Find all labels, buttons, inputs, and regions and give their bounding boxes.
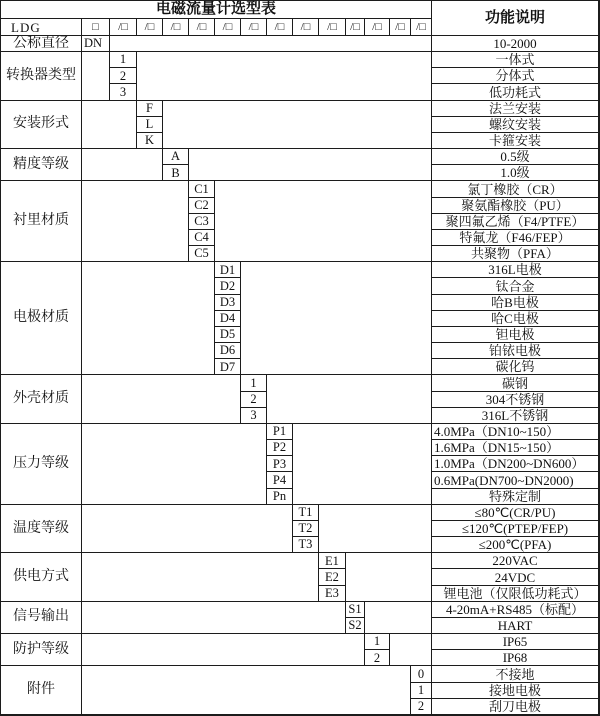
code-cell: 1 xyxy=(411,683,432,699)
desc-cell: 0.5级 xyxy=(432,149,599,165)
code-cell: T2 xyxy=(293,521,319,537)
desc-cell: 铂铱电极 xyxy=(432,343,599,359)
desc-cell: 316L电极 xyxy=(432,262,599,278)
model-digit-slot: /□ xyxy=(293,19,319,36)
desc-cell: 分体式 xyxy=(432,68,599,84)
desc-cell: 10-2000 xyxy=(432,36,599,52)
code-cell: E2 xyxy=(319,569,346,585)
filler-left xyxy=(82,101,137,150)
desc-cell: 220VAC xyxy=(432,553,599,569)
desc-cell: 接地电极 xyxy=(432,683,599,699)
filler-right xyxy=(137,52,432,101)
code-cell: 3 xyxy=(241,408,267,424)
filler-left xyxy=(82,424,267,505)
desc-cell: 304不锈钢 xyxy=(432,392,599,408)
filler-right xyxy=(215,181,432,262)
filler-right xyxy=(319,505,432,554)
code-cell: D6 xyxy=(215,343,241,359)
desc-cell: 1.0MPa（DN200~DN600） xyxy=(432,456,599,472)
code-cell: 1 xyxy=(241,375,267,391)
desc-cell: 1.0级 xyxy=(432,165,599,181)
code-cell: T1 xyxy=(293,505,319,521)
code-cell: 1 xyxy=(365,634,390,650)
filler-right xyxy=(267,375,432,424)
code-cell: E1 xyxy=(319,553,346,569)
code-cell: F xyxy=(137,101,163,117)
filler-left xyxy=(82,666,411,715)
code-cell: P3 xyxy=(267,456,293,472)
code-cell: A xyxy=(163,149,189,165)
group-label: 信号输出 xyxy=(1,602,82,634)
group-label: 防护等级 xyxy=(1,634,82,666)
code-cell: D2 xyxy=(215,278,241,294)
group-label: 压力等级 xyxy=(1,424,82,505)
desc-cell: 氯丁橡胶（CR） xyxy=(432,181,599,197)
desc-cell: HART xyxy=(432,618,599,634)
desc-cell: 24VDC xyxy=(432,569,599,585)
desc-cell: 1.6MPa（DN15~150） xyxy=(432,440,599,456)
model-digit-slot: /□ xyxy=(390,19,411,36)
group-label: 公称直径 xyxy=(1,36,82,52)
desc-cell: 聚四氟乙烯（F4/PTFE） xyxy=(432,214,599,230)
code-cell: K xyxy=(137,133,163,149)
model-prefix-label: LDG xyxy=(1,19,82,36)
code-cell: 0 xyxy=(411,666,432,682)
filler-right xyxy=(241,262,432,375)
desc-cell: 卡箍安装 xyxy=(432,133,599,149)
filler-left xyxy=(82,553,319,602)
code-cell: D3 xyxy=(215,295,241,311)
filler-left xyxy=(82,181,189,262)
filler-left xyxy=(82,602,346,634)
desc-cell: 钛合金 xyxy=(432,278,599,294)
desc-cell: IP68 xyxy=(432,650,599,666)
model-digit-slot: /□ xyxy=(110,19,137,36)
desc-cell: 刮刀电极 xyxy=(432,699,599,715)
desc-cell: 碳钢 xyxy=(432,375,599,391)
desc-cell: 法兰安装 xyxy=(432,101,599,117)
code-cell: P2 xyxy=(267,440,293,456)
code-cell: C4 xyxy=(189,230,215,246)
filler-right xyxy=(390,634,432,666)
code-cell: C5 xyxy=(189,246,215,262)
code-cell: Pn xyxy=(267,489,293,505)
group-label: 外壳材质 xyxy=(1,375,82,424)
desc-cell: 哈C电极 xyxy=(432,311,599,327)
code-cell: 3 xyxy=(110,84,137,100)
desc-cell: 螺纹安装 xyxy=(432,117,599,133)
filler-right xyxy=(110,36,432,52)
filler-left xyxy=(82,375,241,424)
model-digit-slot: /□ xyxy=(411,19,432,36)
group-label: 转换器类型 xyxy=(1,52,82,101)
filler-right xyxy=(293,424,432,505)
model-digit-slot: /□ xyxy=(346,19,365,36)
code-cell: D5 xyxy=(215,327,241,343)
code-cell: DN xyxy=(82,36,110,52)
code-cell: 2 xyxy=(411,699,432,715)
desc-cell: 4-20mA+RS485（标配） xyxy=(432,602,599,618)
filler-right xyxy=(163,101,432,150)
code-cell: D7 xyxy=(215,359,241,375)
code-cell: C3 xyxy=(189,214,215,230)
group-label: 安装形式 xyxy=(1,101,82,150)
desc-cell: 特殊定制 xyxy=(432,489,599,505)
table-title: 电磁流量计选型表 xyxy=(1,1,432,19)
code-cell: C1 xyxy=(189,181,215,197)
code-cell: L xyxy=(137,117,163,133)
desc-cell: 哈B电极 xyxy=(432,295,599,311)
desc-cell: 共聚物（PFA） xyxy=(432,246,599,262)
group-label: 精度等级 xyxy=(1,149,82,181)
code-cell: S1 xyxy=(346,602,365,618)
filler-left xyxy=(82,52,110,101)
code-cell: 2 xyxy=(365,650,390,666)
code-cell: E3 xyxy=(319,586,346,602)
desc-cell: 不接地 xyxy=(432,666,599,682)
filler-right xyxy=(365,602,432,634)
filler-right xyxy=(346,553,432,602)
code-cell: 2 xyxy=(241,392,267,408)
code-cell: D1 xyxy=(215,262,241,278)
desc-cell: 锂电池（仅限低功耗式） xyxy=(432,586,599,602)
model-digit-slot: /□ xyxy=(163,19,189,36)
model-box-slot: □ xyxy=(82,19,110,36)
model-digit-slot: /□ xyxy=(215,19,241,36)
desc-cell: 低功耗式 xyxy=(432,84,599,100)
group-label: 供电方式 xyxy=(1,553,82,602)
code-cell: C2 xyxy=(189,198,215,214)
desc-cell: ≤120℃(PTEP/FEP) xyxy=(432,521,599,537)
group-label: 电极材质 xyxy=(1,262,82,375)
desc-cell: 一体式 xyxy=(432,52,599,68)
desc-cell: 碳化钨 xyxy=(432,359,599,375)
filler-left xyxy=(82,262,215,375)
desc-cell: 钽电极 xyxy=(432,327,599,343)
code-cell: B xyxy=(163,165,189,181)
code-cell: D4 xyxy=(215,311,241,327)
code-cell: 2 xyxy=(110,68,137,84)
model-digit-slot: /□ xyxy=(365,19,390,36)
desc-cell: 4.0MPa（DN10~150） xyxy=(432,424,599,440)
desc-cell: 聚氨酯橡胶（PU） xyxy=(432,198,599,214)
code-cell: P4 xyxy=(267,472,293,488)
model-digit-slot: /□ xyxy=(241,19,267,36)
model-digit-slot: /□ xyxy=(189,19,215,36)
function-column-header: 功能说明 xyxy=(432,1,599,36)
filler-right xyxy=(189,149,432,181)
filler-left xyxy=(82,634,365,666)
model-digit-slot: /□ xyxy=(319,19,346,36)
filler-left xyxy=(82,149,163,181)
code-cell: S2 xyxy=(346,618,365,634)
group-label: 温度等级 xyxy=(1,505,82,554)
desc-cell: 0.6MPa(DN700~DN2000) xyxy=(432,472,599,488)
desc-cell: 316L不锈钢 xyxy=(432,408,599,424)
filler-left xyxy=(82,505,293,554)
group-label: 衬里材质 xyxy=(1,181,82,262)
model-digit-slot: /□ xyxy=(267,19,293,36)
desc-cell: ≤80℃(CR/PU) xyxy=(432,505,599,521)
desc-cell: IP65 xyxy=(432,634,599,650)
group-label: 附件 xyxy=(1,666,82,715)
desc-cell: ≤200℃(PFA) xyxy=(432,537,599,553)
desc-cell: 特氟龙（F46/FEP） xyxy=(432,230,599,246)
code-cell: T3 xyxy=(293,537,319,553)
code-cell: P1 xyxy=(267,424,293,440)
code-cell: 1 xyxy=(110,52,137,68)
model-digit-slot: /□ xyxy=(137,19,163,36)
